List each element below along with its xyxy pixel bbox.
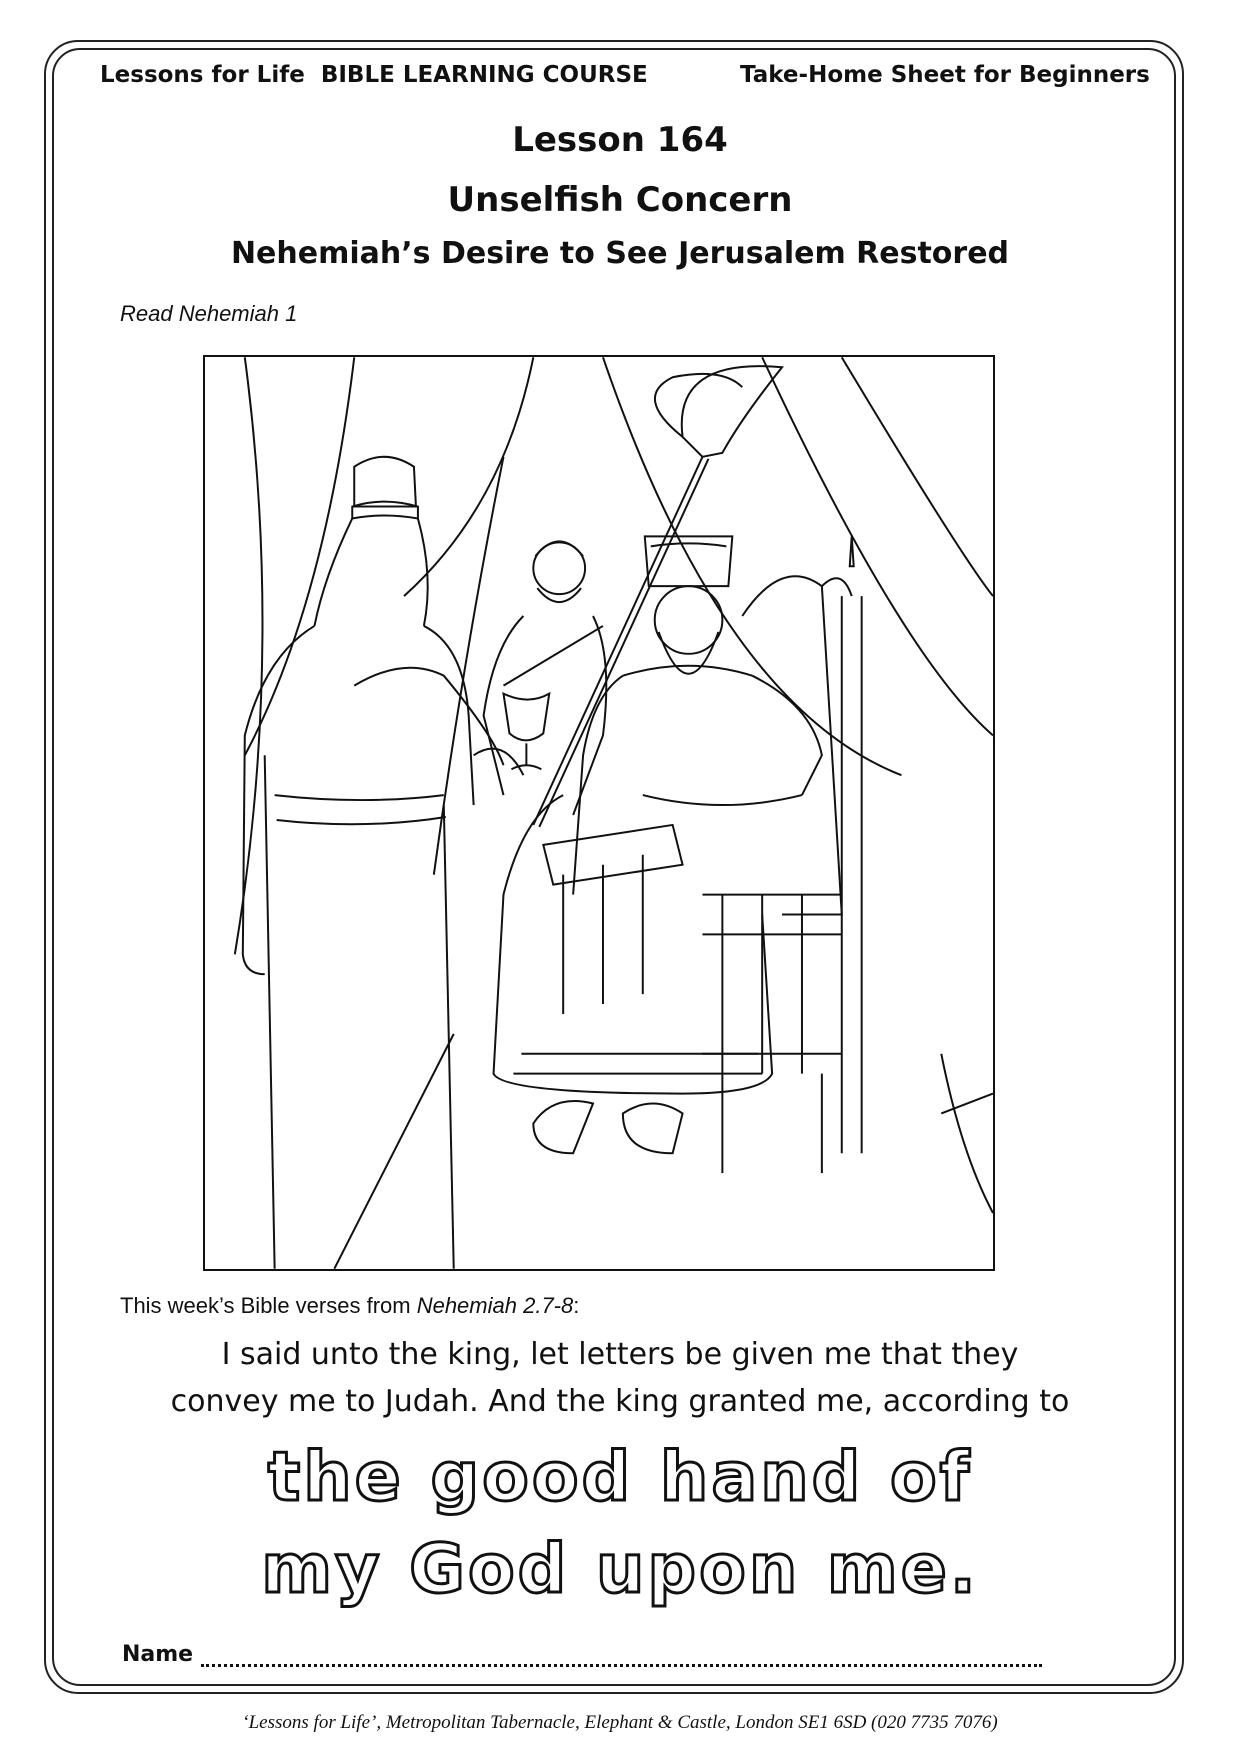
outline-verse-line-2: my God upon me. <box>261 1530 979 1609</box>
verses-intro <box>120 1293 579 1319</box>
lesson-subtitle: Nehemiah’s Desire to See Jerusalem Restored <box>230 236 1010 271</box>
king-and-cupbearer-drawing <box>205 357 993 1269</box>
verses-intro-suffix: : <box>573 1293 580 1318</box>
coloring-illustration <box>203 355 995 1271</box>
reading-reference: Read Nehemiah 1 <box>120 301 298 326</box>
name-input-line[interactable] <box>201 1642 1042 1667</box>
name-label: Name <box>122 1642 194 1667</box>
footer-address: ‘Lessons for Life’, Metropolitan Tabernacle, Elephant & Castle, London SE1 6SD (020 7735 7076) <box>242 1712 998 1733</box>
verse-line-2: convey me to Judah. And the king granted me, according to <box>170 1384 1070 1419</box>
verses-intro-prefix: This week’s Bible verses from <box>120 1293 417 1318</box>
verses-reference: Nehemiah 2.7-8 <box>416 1293 574 1318</box>
name-field-row <box>122 1642 1042 1667</box>
course-title: Lessons for Life BIBLE LEARNING COURSE <box>100 62 648 88</box>
verse-line-1: I said unto the king, let letters be given me that they <box>221 1337 1019 1372</box>
outline-verse-line-1: the good hand of <box>267 1438 973 1517</box>
lesson-title: Unselfish Concern <box>447 180 793 220</box>
sheet-type: Take-Home Sheet for Beginners <box>740 62 1150 88</box>
lesson-number: Lesson 164 <box>512 120 728 160</box>
